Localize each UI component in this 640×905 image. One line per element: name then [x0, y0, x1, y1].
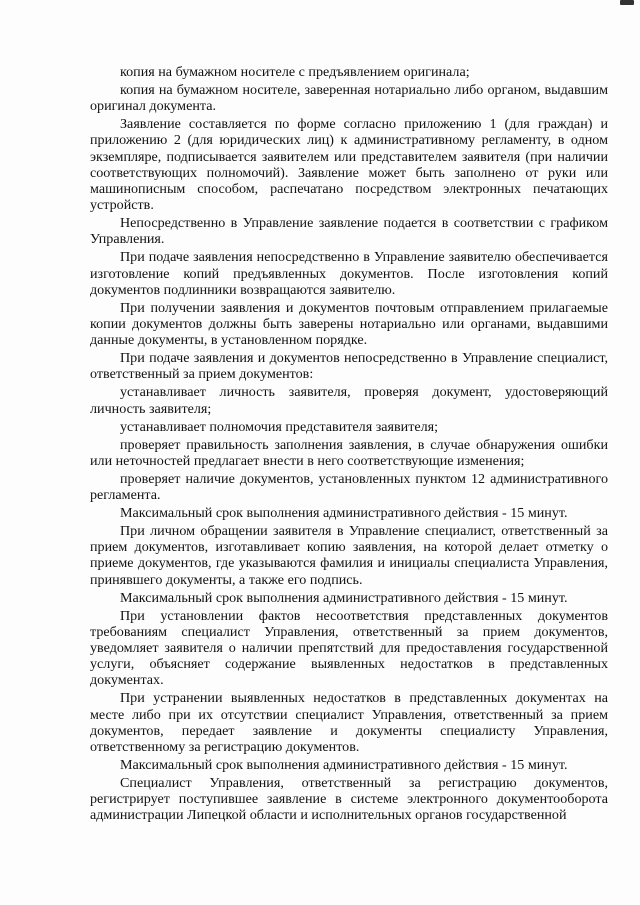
- paragraph-8: устанавливает личность заявителя, проверяя документ, удостоверяющий личность заявителя;: [90, 384, 608, 417]
- paragraph-5: При подаче заявления непосредственно в Управление заявителю обеспечивается изготовление копий предъявленных документов. После изготовления копий документов подлинники возвращаются заявителю.: [90, 249, 608, 298]
- paragraph-12: Максимальный срок выполнения административного действия - 15 минут.: [120, 505, 568, 522]
- paragraph-3: Заявление составляется по форме согласно приложению 1 (для граждан) и приложению 2 (для юридических лиц) к административному регламенту, в одном экземпляре, подписывается заявителем или представителем заявителя (при наличии соответствующих полномочий). Заявление может быть заполнено от руки или машинописным способом, распечатано посредством электронных печатающих устройств.: [90, 116, 608, 214]
- paragraph-18: Специалист Управления, ответственный за регистрацию документов, регистрирует поступившее заявление в системе электронного документооборота администрации Липецкой области и исполнительных органов государственной: [90, 775, 608, 824]
- paragraph-16: При устранении выявленных недостатков в представленных документах на месте либо при их отсутствии специалист Управления, ответственный за прием документов, передает заявление и документы специалисту Управления, ответственному за регистрацию документов.: [90, 690, 608, 756]
- paragraph-7: При подаче заявления и документов непосредственно в Управление специалист, ответственный за прием документов:: [90, 350, 608, 383]
- paragraph-10: проверяет правильность заполнения заявления, в случае обнаружения ошибки или неточностей предлагает внести в него соответствующие изменения;: [90, 436, 608, 469]
- paragraph-13: При личном обращении заявителя в Управление специалист, ответственный за прием документов, изготавливает копию заявления, на которой делает отметку о приеме документов, где указываются фамилия и инициалы специалиста Управления, принявшего документы, а также его подпись.: [90, 523, 608, 588]
- paragraph-2: копия на бумажном носителе, заверенная нотариально либо органом, выдавшим оригинал документа.: [90, 82, 608, 115]
- paragraph-11: проверяет наличие документов, установленных пунктом 12 административного регламента.: [90, 470, 608, 504]
- paragraph-4: Непосредственно в Управление заявление подается в соответствии с графиком Управления.: [90, 215, 608, 248]
- paragraph-14: Максимальный срок выполнения административного действия - 15 минут.: [120, 589, 568, 606]
- paragraph-6: При получении заявления и документов почтовым отправлением прилагаемые копии документов должны быть заверены нотариально или органами, выдавшими данные документы, в установленном порядке.: [90, 299, 608, 349]
- paragraph-15: При установлении фактов несоответствия представленных документов требованиям специалист Управления, ответственный за прием документов, уведомляет заявителя о наличии препятствий для предоставления государственной услуги, объясняет содержание выявленных недостатков в представленных документах.: [90, 607, 608, 689]
- paragraph-17: Максимальный срок выполнения административного действия - 15 минут.: [120, 757, 568, 774]
- scan-artifact: [620, 0, 634, 5]
- document-body: [90, 64, 608, 825]
- paragraph-1: копия на бумажном носителе с предъявлением оригинала;: [120, 64, 470, 80]
- paragraph-9: устанавливает полномочия представителя заявителя;: [120, 418, 439, 435]
